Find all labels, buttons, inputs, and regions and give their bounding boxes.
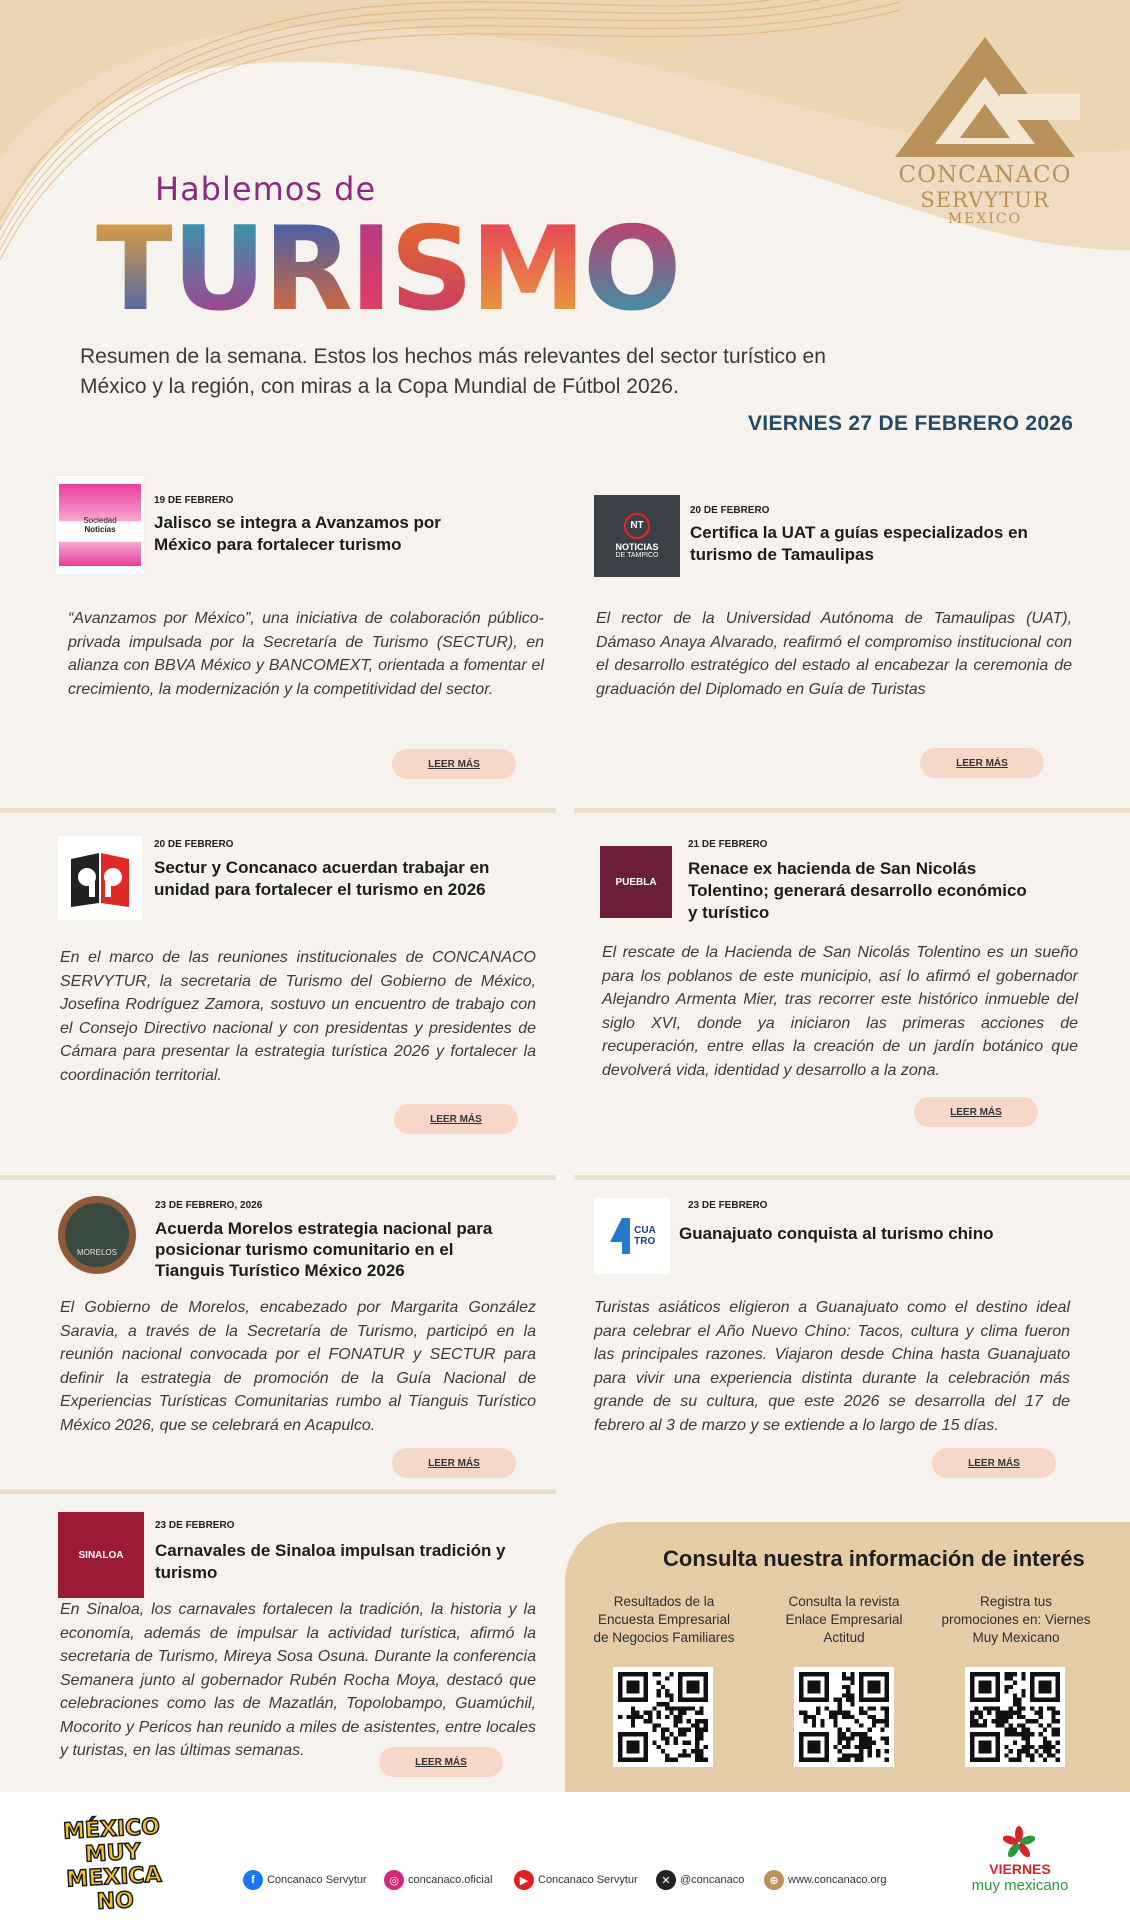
article-title[interactable]: Guanajuato conquista al turismo chino (679, 1224, 994, 1243)
article-date: 20 DE FEBRERO (154, 839, 234, 850)
brand-line-2: SERVYTUR (920, 188, 1050, 212)
qr-caption: Registra tus promociones en: Viernes Muy Mexicano (941, 1594, 1091, 1645)
qr-code-promotions[interactable] (965, 1667, 1065, 1767)
qr-icon (799, 1672, 889, 1762)
read-more-button[interactable]: LEER MÁS (392, 749, 516, 779)
youtube-icon: ▶ (514, 1870, 534, 1890)
article-body: El Gobierno de Morelos, encabezado por Margarita González Saravia, a través de la Secretaría de Turismo, participó en la reunión nacional convocada por el FONATUR y SECTUR para definir la estrategia de promoción de la Guía Nacional de Experiencias Turísticas Comunitarias rumbo al Tianguis Turístico México 2026, que se celebrará en Acapulco. (60, 1299, 536, 1434)
social-x[interactable] (656, 1870, 744, 1890)
article-body: El rescate de la Hacienda de San Nicolás Tolentino es un sueño para los poblanos de este municipio, así lo afirmó el gobernador Alejandro Armenta Mier, tras recorrer este histórico inmueble del siglo XVI, donde ya iniciaron las primeras acciones de recuperación, entre ellas la creación de un jardín botánico que devolverá vida, identidad y desarrollo a la zona. (602, 944, 1078, 1079)
divider (0, 1489, 556, 1494)
turismo-letter: T (96, 202, 173, 337)
sinaloa-logo (58, 1512, 144, 1598)
article-date: 21 DE FEBRERO (688, 839, 768, 850)
article-body: El rector de la Universidad Autónoma de Tamaulipas (UAT), Dámaso Anaya Alvarado, reafirmó el compromiso institucional con el desarrollo estratégico del estado al encabezar la ceremonia de graduación del Diplomado en Guía de Turistas (596, 610, 1072, 698)
article-date: 23 DE FEBRERO (688, 1200, 768, 1211)
cuatro-icon (608, 1216, 632, 1256)
read-more-button[interactable]: LEER MÁS (392, 1448, 516, 1478)
turismo-letter: O (582, 202, 679, 337)
puebla-logo (600, 846, 672, 918)
article-title[interactable]: Acuerda Morelos estrategia nacional para posicionar turismo comunitario en el Tianguis Turístico México 2026 (155, 1219, 493, 1280)
divider (0, 808, 556, 813)
social-label: concanaco.oficial (408, 1874, 493, 1886)
read-more-button[interactable]: LEER MÁS (932, 1448, 1056, 1478)
turismo-letter: I (349, 202, 390, 337)
social-label: Concanaco Servytur (267, 1874, 367, 1886)
article-date: 23 DE FEBRERO (155, 1520, 235, 1531)
social-label: @concanaco (680, 1874, 745, 1886)
sectur-book-logo (58, 836, 142, 920)
qr-code-magazine[interactable] (794, 1667, 894, 1767)
article-body: Turistas asiáticos eligieron a Guanajuato como el destino ideal para celebrar el Año Nuevo Chino: Tacos, cultura y clima fueron las principales razones. Viajaron desde China hasta Guanajuato para vivir una experiencia distinta durante la celebración más grande de su cultura, que este 2026 se desarrolla del 17 de febrero al 3 de marzo y se extiende a lo largo de 15 días. (594, 1299, 1070, 1434)
logo-text-1: Sociedad (83, 516, 117, 525)
article-date: 20 DE FEBRERO (690, 505, 770, 516)
issue-date: VIERNES 27 DE FEBRERO 2026 (748, 412, 1074, 435)
logo-text-2: DE TAMPICO (615, 552, 659, 559)
social-facebook[interactable] (243, 1870, 367, 1890)
article-title[interactable]: Renace ex hacienda de San Nicolás Tolentino; generará desarrollo económico y turístico (688, 859, 1027, 922)
turismo-letter: M (470, 202, 583, 337)
intro-text: Resumen de la semana. Estos los hechos más relevantes del sector turístico en México y la región, con miras a la Copa Mundial de Fútbol 2026. (80, 345, 826, 398)
qr-icon (618, 1672, 708, 1762)
cuatro-noticias-logo (594, 1198, 670, 1274)
article-title[interactable]: Jalisco se integra a Avanzamos por México para fortalecer turismo (154, 513, 441, 554)
article-title[interactable]: Certifica la UAT a guías especializados en turismo de Tamaulipas (690, 523, 1028, 564)
footer (0, 1792, 1130, 1920)
read-more-button[interactable]: LEER MÁS (914, 1097, 1038, 1127)
morelos-logo (58, 1196, 136, 1274)
mexico-muy-mexicano-logo: MÉXICO MUY MEXICANO (62, 1814, 163, 1915)
qr-code-survey[interactable] (613, 1667, 713, 1767)
sociedad-noticias-logo (55, 475, 145, 575)
turismo-letter: U (172, 202, 264, 337)
hablemos-heading: Hablemos de (155, 170, 377, 208)
article-body: En Sinaloa, los carnavales fortalecen la tradición, la historia y la economía, además de impulsar la actividad turística, afirmó la secretaria de Turismo, Mireya Sosa Osuna. Durante la conferencia Semanera junto al gobernador Rubén Rocha Moya, destacó que celebraciones como las de Mazatlán, Topolobampo, Guamúchil, Mocorito y Pericos han reunido a miles de asistentes, entre locales y turistas, en las últimas semanas. (60, 1601, 536, 1759)
logo-text-1: CUA (634, 1225, 656, 1236)
divider (574, 1175, 1130, 1180)
logo-text-2: Noticias (84, 525, 116, 534)
read-more-button[interactable]: LEER MÁS (379, 1747, 503, 1777)
logo-text-1: MORELOS (76, 1248, 117, 1257)
brand-line-3: MEXICO (947, 211, 1023, 227)
read-more-button[interactable]: LEER MÁS (920, 748, 1044, 778)
logo-text-1: NOTICIAS (615, 542, 659, 552)
article-title[interactable]: Sectur y Concanaco acuerdan trabajar en unidad para fortalecer el turismo en 2026 (154, 858, 490, 899)
social-instagram[interactable] (384, 1870, 492, 1890)
article-body: “Avanzamos por México”, una iniciativa de colaboración público-privada impulsada por la Secretaría de Turismo (SECTUR), en alianza con BBVA México y BANCOMEXT, orientada a fomentar el crecimiento, la modernización y la competitividad del sector. (68, 610, 544, 698)
info-title: Consulta nuestra información de interés (663, 1546, 1085, 1571)
logo-text-2: TRO (634, 1236, 656, 1247)
logo-text-1: SINALOA (78, 1549, 124, 1561)
brand-line-1: CONCANACO (898, 162, 1072, 188)
facebook-icon: f (243, 1870, 263, 1890)
instagram-icon: ◎ (384, 1870, 404, 1890)
viernes-line-1: VIERNES (989, 1861, 1051, 1877)
article-date: 19 DE FEBRERO (154, 495, 234, 506)
viernes-flower-icon (1003, 1826, 1035, 1860)
turismo-letter: R (263, 202, 350, 337)
qr-caption: Resultados de la Encuesta Empresarial de Negocios Familiares (593, 1594, 735, 1645)
noticias-tampico-logo (594, 495, 680, 577)
article-title[interactable]: Carnavales de Sinaloa impulsan tradición y turismo (155, 1541, 506, 1582)
nt-icon: NT (624, 513, 650, 539)
viernes-line-2: muy mexicano (971, 1877, 1069, 1894)
x-icon: ✕ (656, 1870, 676, 1890)
social-youtube[interactable] (514, 1870, 638, 1890)
turismo-letter: S (389, 202, 471, 337)
social-web[interactable] (764, 1870, 886, 1890)
turismo-word (96, 202, 679, 337)
turismo-heading (96, 202, 679, 337)
qr-icon (970, 1672, 1060, 1762)
logo-text-1: PUEBLA (615, 876, 657, 888)
concanaco-logo-icon (890, 32, 1080, 162)
article-body: En el marco de las reuniones institucionales de CONCANACO SERVYTUR, la secretaria de Turismo del Gobierno de México, Josefina Rodríguez Zamora, sostuvo un encuentro de trabajo con el Consejo Directivo nacional y con presidentas y presidentes de Cámara para presentar la estrategia turística 2026 y fortalecer la coordinación territorial. (60, 949, 536, 1084)
social-label: Concanaco Servytur (538, 1874, 638, 1886)
social-label: www.concanaco.org (788, 1874, 887, 1886)
article-date: 23 DE FEBRERO, 2026 (155, 1200, 263, 1211)
read-more-button[interactable]: LEER MÁS (394, 1104, 518, 1134)
web-icon: ⊕ (764, 1870, 784, 1890)
divider (0, 1175, 556, 1180)
qr-caption: Consulta la revista Enlace Empresarial Actitud (785, 1594, 903, 1645)
divider (574, 808, 1130, 813)
